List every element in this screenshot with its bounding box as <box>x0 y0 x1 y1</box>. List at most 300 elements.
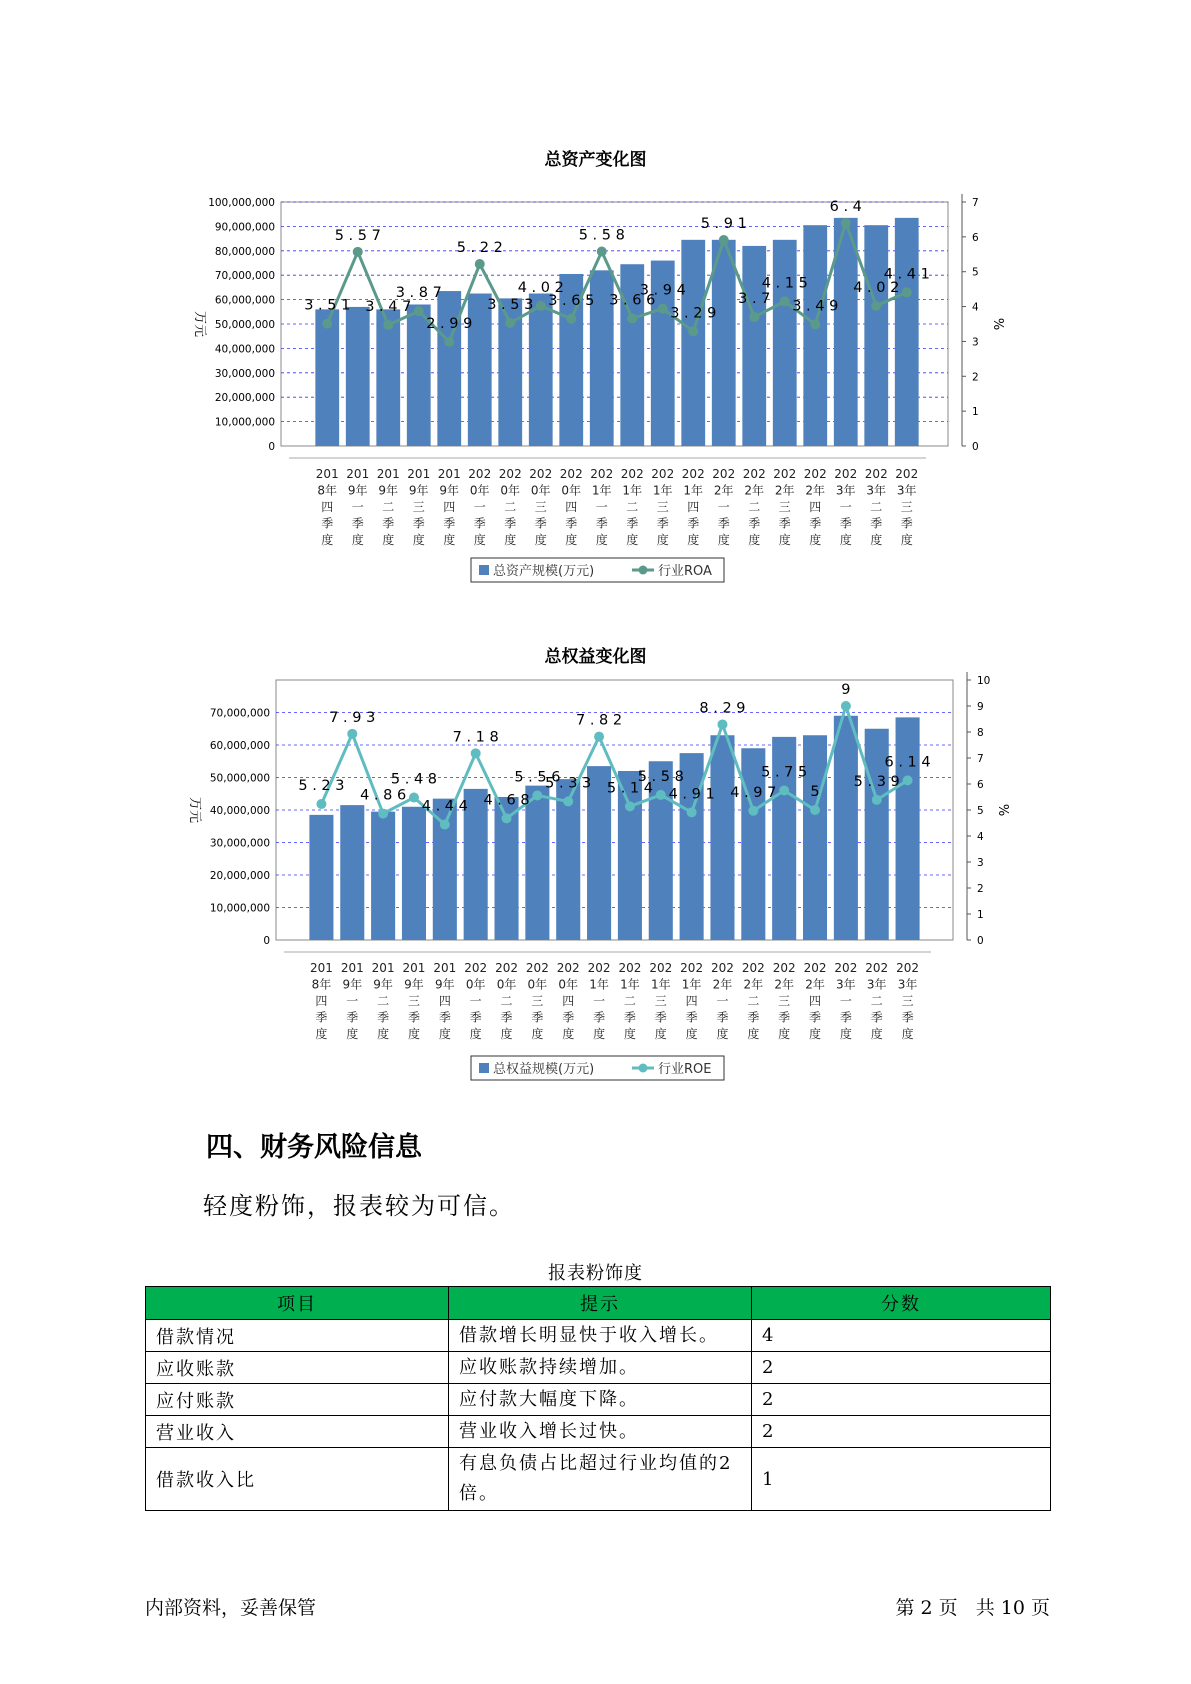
x-tick-label: 季 <box>595 516 608 531</box>
x-tick-label: 202 <box>495 961 518 975</box>
line-point <box>903 775 913 785</box>
y-tick-label: 10,000,000 <box>209 902 270 915</box>
line-point <box>810 805 820 815</box>
x-tick-label: 202 <box>681 467 705 481</box>
x-tick-label: 0年 <box>561 483 582 498</box>
data-label: 5 . 5 8 <box>578 227 625 244</box>
x-tick-label: 一 <box>473 500 486 514</box>
x-tick-label: 季 <box>747 1010 760 1025</box>
x-tick-label: 季 <box>901 1010 914 1025</box>
line-point <box>749 312 759 322</box>
x-tick-label: 季 <box>469 1010 482 1025</box>
x-tick-label: 三 <box>531 994 544 1008</box>
x-tick-label: 1年 <box>681 977 702 992</box>
x-tick-label: 202 <box>773 467 797 481</box>
data-label: 3 . 5 1 <box>304 297 351 314</box>
x-tick-label: 202 <box>742 467 766 481</box>
x-tick-label: 202 <box>620 467 644 481</box>
y-axis-label: 万元 <box>192 310 207 338</box>
table-row <box>146 1320 1051 1352</box>
x-tick-label: 度 <box>382 533 395 547</box>
line-point <box>378 809 388 819</box>
x-tick-label: 度 <box>351 533 364 547</box>
x-tick-label: 1年 <box>650 977 671 992</box>
total-assets-chart <box>0 170 1191 610</box>
x-tick-label: 二 <box>623 994 636 1008</box>
x-tick-label: 三 <box>656 500 669 514</box>
bar <box>340 805 364 940</box>
y-tick-label: 50,000,000 <box>209 772 270 785</box>
x-tick-label: 202 <box>864 467 888 481</box>
x-tick-label: 0年 <box>469 483 490 498</box>
x-tick-label: 2年 <box>743 977 764 992</box>
x-tick-label: 季 <box>438 1010 451 1025</box>
line-point <box>780 296 790 306</box>
line-point <box>532 790 542 800</box>
x-tick-label: 0年 <box>530 483 551 498</box>
x-tick-label: 202 <box>834 467 858 481</box>
data-label: 6 . 1 4 <box>884 754 931 771</box>
x-tick-label: 3年 <box>866 977 887 992</box>
y2-tick-label: 5 <box>972 266 979 279</box>
x-tick-label: 二 <box>870 994 883 1008</box>
chart2-title: 总权益变化图 <box>544 647 647 667</box>
x-tick-label: 度 <box>717 533 730 547</box>
x-tick-label: 三 <box>407 994 420 1008</box>
x-tick-label: 201 <box>315 467 339 481</box>
line-point <box>717 719 727 729</box>
y2-tick-label: 10 <box>977 675 991 687</box>
x-tick-label: 0年 <box>558 977 579 992</box>
y2-tick-label: 1 <box>977 909 984 921</box>
data-label: 4 . 1 5 <box>761 275 808 292</box>
legend-bar-label: 总资产规模(万元) <box>493 564 595 579</box>
x-tick-label: 201 <box>402 961 426 975</box>
x-tick-label: 2年 <box>712 977 733 992</box>
row-hint: 应付款大幅度下降。 <box>449 1384 752 1416</box>
x-tick-label: 201 <box>346 467 370 481</box>
y2-tick-label: 6 <box>972 231 979 244</box>
x-tick-label: 季 <box>778 516 791 531</box>
x-tick-label: 0年 <box>527 977 548 992</box>
row-score: 1 <box>752 1448 1051 1511</box>
x-tick-label: 一 <box>346 994 359 1008</box>
y2-tick-label: 9 <box>977 701 984 713</box>
x-tick-label: 202 <box>803 961 827 975</box>
x-tick-label: 202 <box>741 961 765 975</box>
bar <box>834 716 858 940</box>
x-tick-label: 一 <box>593 994 606 1008</box>
y2-tick-label: 2 <box>977 883 984 895</box>
data-label: 8 . 2 9 <box>699 700 746 717</box>
x-tick-label: 度 <box>900 533 913 547</box>
x-tick-label: 202 <box>559 467 583 481</box>
x-tick-label: 0年 <box>465 977 486 992</box>
chart1-title: 总资产变化图 <box>544 150 647 170</box>
bar <box>712 240 736 446</box>
x-tick-label: 度 <box>870 533 883 547</box>
x-tick-label: 三 <box>900 500 913 514</box>
y2-axis-label: % <box>995 803 1010 817</box>
data-label: 4 . 0 2 <box>517 279 564 296</box>
line-point <box>627 313 637 323</box>
x-tick-label: 季 <box>839 516 852 531</box>
line-point <box>347 729 357 739</box>
data-label: 9 <box>841 682 851 698</box>
data-label: 5 <box>810 784 820 800</box>
x-tick-label: 201 <box>407 467 431 481</box>
y-tick-label: 10,000,000 <box>214 416 275 429</box>
x-tick-label: 1年 <box>683 483 704 498</box>
x-tick-label: 三 <box>534 500 547 514</box>
x-tick-label: 度 <box>412 533 425 547</box>
line-point <box>475 259 485 269</box>
line-point <box>502 813 512 823</box>
x-tick-label: 三 <box>901 994 914 1008</box>
x-tick-label: 季 <box>321 516 334 531</box>
x-tick-label: 四 <box>315 994 328 1008</box>
line-point <box>687 807 697 817</box>
line-point <box>316 799 326 809</box>
bar <box>864 225 888 446</box>
x-tick-label: 四 <box>809 994 822 1008</box>
x-tick-label: 二 <box>626 500 639 514</box>
x-tick-label: 2年 <box>805 977 825 992</box>
x-tick-label: 三 <box>778 500 791 514</box>
whitewash-table <box>145 1286 1051 1511</box>
x-tick-label: 度 <box>901 1027 914 1041</box>
x-tick-label: 季 <box>531 1010 544 1025</box>
bar <box>437 291 461 446</box>
x-tick-label: 201 <box>376 467 400 481</box>
legend-line-marker <box>639 566 648 575</box>
line-point <box>658 304 668 314</box>
y2-axis-label: % <box>990 317 1005 331</box>
line-point <box>563 796 573 806</box>
header-hint: 提示 <box>449 1287 752 1320</box>
x-tick-label: 202 <box>711 961 734 975</box>
y-tick-label: 60,000,000 <box>214 294 275 307</box>
x-tick-label: 202 <box>618 961 642 975</box>
y2-tick-label: 3 <box>972 336 979 349</box>
x-tick-label: 度 <box>377 1027 390 1041</box>
x-tick-label: 度 <box>839 533 852 547</box>
x-tick-label: 度 <box>654 1027 667 1041</box>
row-item: 应收账款 <box>146 1352 449 1384</box>
x-tick-label: 度 <box>443 533 456 547</box>
x-tick-label: 二 <box>377 994 390 1008</box>
x-tick-label: 度 <box>504 533 517 547</box>
data-label: 4 . 6 8 <box>483 792 530 809</box>
y-tick-label: 20,000,000 <box>214 392 275 405</box>
y-tick-label: 70,000,000 <box>214 270 275 283</box>
x-tick-label: 季 <box>562 1010 575 1025</box>
row-score: 2 <box>752 1384 1051 1416</box>
x-tick-label: 季 <box>687 516 700 531</box>
bar <box>529 294 553 447</box>
y2-tick-label: 5 <box>977 805 984 817</box>
data-label: 4 . 9 1 <box>668 786 715 803</box>
x-tick-label: 202 <box>498 467 522 481</box>
bar <box>371 812 395 940</box>
section-heading: 四、财务风险信息 <box>206 1132 422 1163</box>
data-label: 3 . 2 9 <box>670 305 717 322</box>
x-tick-label: 202 <box>556 961 580 975</box>
y-axis-label: 万元 <box>187 796 202 824</box>
y2-tick-label: 3 <box>977 857 984 869</box>
x-tick-label: 201 <box>433 961 457 975</box>
x-tick-label: 季 <box>778 1010 791 1025</box>
data-label: 6 . 4 <box>829 198 862 215</box>
y2-tick-label: 6 <box>977 779 984 791</box>
data-label: 4 . 8 6 <box>360 787 407 804</box>
x-tick-label: 一 <box>839 994 852 1008</box>
x-tick-label: 201 <box>340 961 364 975</box>
x-tick-label: 季 <box>565 516 578 531</box>
data-label: 3 . 9 4 <box>639 282 686 299</box>
x-tick-label: 四 <box>687 500 700 514</box>
x-tick-label: 度 <box>626 533 639 547</box>
bar <box>896 717 920 940</box>
section-description: 轻度粉饰，报表较为可信。 <box>203 1192 515 1220</box>
x-tick-label: 202 <box>895 467 919 481</box>
x-tick-label: 一 <box>717 500 730 514</box>
line-point <box>810 319 820 329</box>
x-tick-label: 202 <box>896 961 920 975</box>
line-point <box>871 301 881 311</box>
data-label: 3 . 7 <box>738 291 771 308</box>
y2-tick-label: 4 <box>972 301 979 314</box>
x-tick-label: 度 <box>407 1027 420 1041</box>
data-label: 3 . 5 3 <box>487 296 534 313</box>
x-tick-label: 季 <box>443 516 456 531</box>
x-tick-label: 201 <box>371 961 395 975</box>
x-tick-label: 9年 <box>342 977 363 992</box>
x-tick-label: 8年 <box>317 483 338 498</box>
data-label: 4 . 9 7 <box>730 784 777 801</box>
y-tick-label: 0 <box>263 935 270 947</box>
x-tick-label: 度 <box>870 1027 883 1041</box>
x-tick-label: 3年 <box>897 977 918 992</box>
y-tick-label: 100,000,000 <box>208 197 275 209</box>
y2-tick-label: 7 <box>977 753 984 765</box>
x-tick-label: 202 <box>464 961 488 975</box>
x-tick-label: 度 <box>500 1027 513 1041</box>
y-tick-label: 80,000,000 <box>214 245 275 258</box>
x-tick-label: 9年 <box>404 977 424 992</box>
line-point <box>688 326 698 336</box>
y2-tick-label: 4 <box>977 831 984 843</box>
line-point <box>719 235 729 245</box>
x-tick-label: 度 <box>687 533 700 547</box>
x-tick-label: 季 <box>809 516 822 531</box>
x-tick-label: 度 <box>346 1027 359 1041</box>
row-score: 2 <box>752 1416 1051 1448</box>
x-tick-label: 202 <box>590 467 614 481</box>
x-tick-label: 1年 <box>589 977 609 992</box>
line-point <box>748 806 758 816</box>
x-tick-label: 202 <box>529 467 553 481</box>
data-label: 2 . 9 9 <box>426 315 473 332</box>
x-tick-label: 季 <box>412 516 425 531</box>
bar <box>402 807 426 940</box>
x-tick-label: 度 <box>685 1027 698 1041</box>
x-tick-label: 202 <box>680 961 704 975</box>
data-label: 5 . 2 2 <box>456 240 503 257</box>
row-item: 营业收入 <box>146 1416 449 1448</box>
y-tick-label: 30,000,000 <box>209 837 270 850</box>
row-hint: 应收账款持续增加。 <box>449 1352 752 1384</box>
y2-tick-label: 1 <box>972 406 979 419</box>
x-tick-label: 一 <box>839 500 852 514</box>
x-tick-label: 2年 <box>744 483 765 498</box>
row-hint: 营业收入增长过快。 <box>449 1416 752 1448</box>
x-tick-label: 度 <box>562 1027 575 1041</box>
data-label: 5 . 5 8 <box>637 768 684 785</box>
data-label: 5 . 5 7 <box>334 227 381 244</box>
line-point <box>841 218 851 228</box>
row-item: 借款情况 <box>146 1320 449 1352</box>
x-tick-label: 2年 <box>713 483 734 498</box>
x-tick-label: 度 <box>473 533 486 547</box>
data-label: 3 . 4 9 <box>792 298 839 315</box>
bar <box>525 786 549 940</box>
x-tick-label: 季 <box>382 516 395 531</box>
x-tick-label: 202 <box>834 961 858 975</box>
line-point <box>656 790 666 800</box>
line-point <box>414 306 424 316</box>
x-tick-label: 度 <box>778 1027 791 1041</box>
x-tick-label: 季 <box>504 516 517 531</box>
y-tick-label: 20,000,000 <box>209 870 270 882</box>
x-tick-label: 季 <box>407 1010 420 1025</box>
x-tick-label: 季 <box>473 516 486 531</box>
x-tick-label: 202 <box>865 961 889 975</box>
data-label: 3 . 6 5 <box>548 292 595 309</box>
x-tick-label: 度 <box>593 1027 606 1041</box>
x-tick-label: 季 <box>534 516 547 531</box>
row-score: 4 <box>752 1320 1051 1352</box>
x-tick-label: 202 <box>651 467 675 481</box>
x-tick-label: 9年 <box>347 483 368 498</box>
bar <box>681 240 705 446</box>
x-tick-label: 度 <box>748 533 761 547</box>
x-tick-label: 三 <box>654 994 667 1008</box>
line-point <box>536 301 546 311</box>
x-tick-label: 季 <box>685 1010 698 1025</box>
x-tick-label: 度 <box>565 533 578 547</box>
data-label: 5 . 7 5 <box>761 764 808 781</box>
x-tick-label: 季 <box>839 1010 852 1025</box>
x-tick-label: 202 <box>525 961 549 975</box>
x-tick-label: 二 <box>382 500 395 514</box>
x-tick-label: 202 <box>712 467 736 481</box>
x-tick-label: 二 <box>504 500 517 514</box>
data-label: 5 . 2 3 <box>298 778 345 795</box>
data-label: 7 . 1 8 <box>452 729 499 746</box>
x-tick-label: 一 <box>469 994 482 1008</box>
x-tick-label: 度 <box>534 533 547 547</box>
x-tick-label: 一 <box>716 994 729 1008</box>
x-tick-label: 四 <box>438 994 451 1008</box>
total-equity-chart <box>0 668 1191 1098</box>
x-tick-label: 1年 <box>652 483 673 498</box>
x-tick-label: 季 <box>351 516 364 531</box>
y2-tick-label: 0 <box>977 935 984 947</box>
bar <box>309 815 333 940</box>
x-tick-label: 201 <box>437 467 461 481</box>
x-tick-label: 3年 <box>835 483 856 498</box>
row-score: 2 <box>752 1352 1051 1384</box>
x-tick-label: 季 <box>809 1010 822 1025</box>
x-tick-label: 二 <box>748 500 761 514</box>
x-tick-label: 9年 <box>378 483 399 498</box>
x-tick-label: 9年 <box>408 483 429 498</box>
x-tick-label: 度 <box>809 533 822 547</box>
line-point <box>872 795 882 805</box>
x-tick-label: 9年 <box>439 483 460 498</box>
x-tick-label: 202 <box>803 467 827 481</box>
x-tick-label: 三 <box>778 994 791 1008</box>
x-tick-label: 四 <box>809 500 822 514</box>
x-tick-label: 三 <box>412 500 425 514</box>
legend-line-label: 行业ROA <box>658 564 712 579</box>
row-item: 应付账款 <box>146 1384 449 1416</box>
line-point <box>566 314 576 324</box>
x-tick-label: 四 <box>565 500 578 514</box>
x-tick-label: 201 <box>309 961 333 975</box>
y2-tick-label: 8 <box>977 727 984 739</box>
row-hint: 借款增长明显快于收入增长。 <box>449 1320 752 1352</box>
row-item: 借款收入比 <box>146 1448 449 1511</box>
data-label: 4 . 4 1 <box>883 266 930 283</box>
x-tick-label: 202 <box>468 467 492 481</box>
y-tick-label: 90,000,000 <box>214 221 275 234</box>
x-tick-label: 2年 <box>774 483 795 498</box>
x-tick-label: 度 <box>839 1027 852 1041</box>
line-point <box>444 337 454 347</box>
x-tick-label: 8年 <box>311 977 332 992</box>
y-tick-label: 30,000,000 <box>214 367 275 380</box>
data-label: 5 . 4 8 <box>390 771 438 788</box>
x-tick-label: 度 <box>469 1027 482 1041</box>
data-label: 4 . 0 2 <box>853 279 900 296</box>
footer-confidential: 内部资料，妥善保管 <box>145 1597 317 1619</box>
x-tick-label: 0年 <box>500 483 521 498</box>
table-row <box>146 1352 1051 1384</box>
x-tick-label: 季 <box>748 516 761 531</box>
x-tick-label: 季 <box>717 516 730 531</box>
table-row <box>146 1384 1051 1416</box>
table-row <box>146 1416 1051 1448</box>
line-point <box>440 820 450 830</box>
x-tick-label: 9年 <box>435 977 455 992</box>
bar <box>803 225 827 446</box>
line-point <box>471 748 481 758</box>
x-tick-label: 度 <box>809 1027 822 1041</box>
line-point <box>779 786 789 796</box>
x-tick-label: 202 <box>587 961 611 975</box>
y-tick-label: 0 <box>268 441 275 453</box>
x-tick-label: 度 <box>656 533 669 547</box>
x-tick-label: 季 <box>593 1010 606 1025</box>
line-point <box>594 732 604 742</box>
row-hint: 有息负债占比超过行业均值的2倍。 <box>449 1448 752 1511</box>
y2-tick-label: 7 <box>972 197 979 209</box>
data-label: 5 . 9 1 <box>700 215 747 232</box>
x-tick-label: 四 <box>321 500 334 514</box>
line-point <box>902 287 912 297</box>
